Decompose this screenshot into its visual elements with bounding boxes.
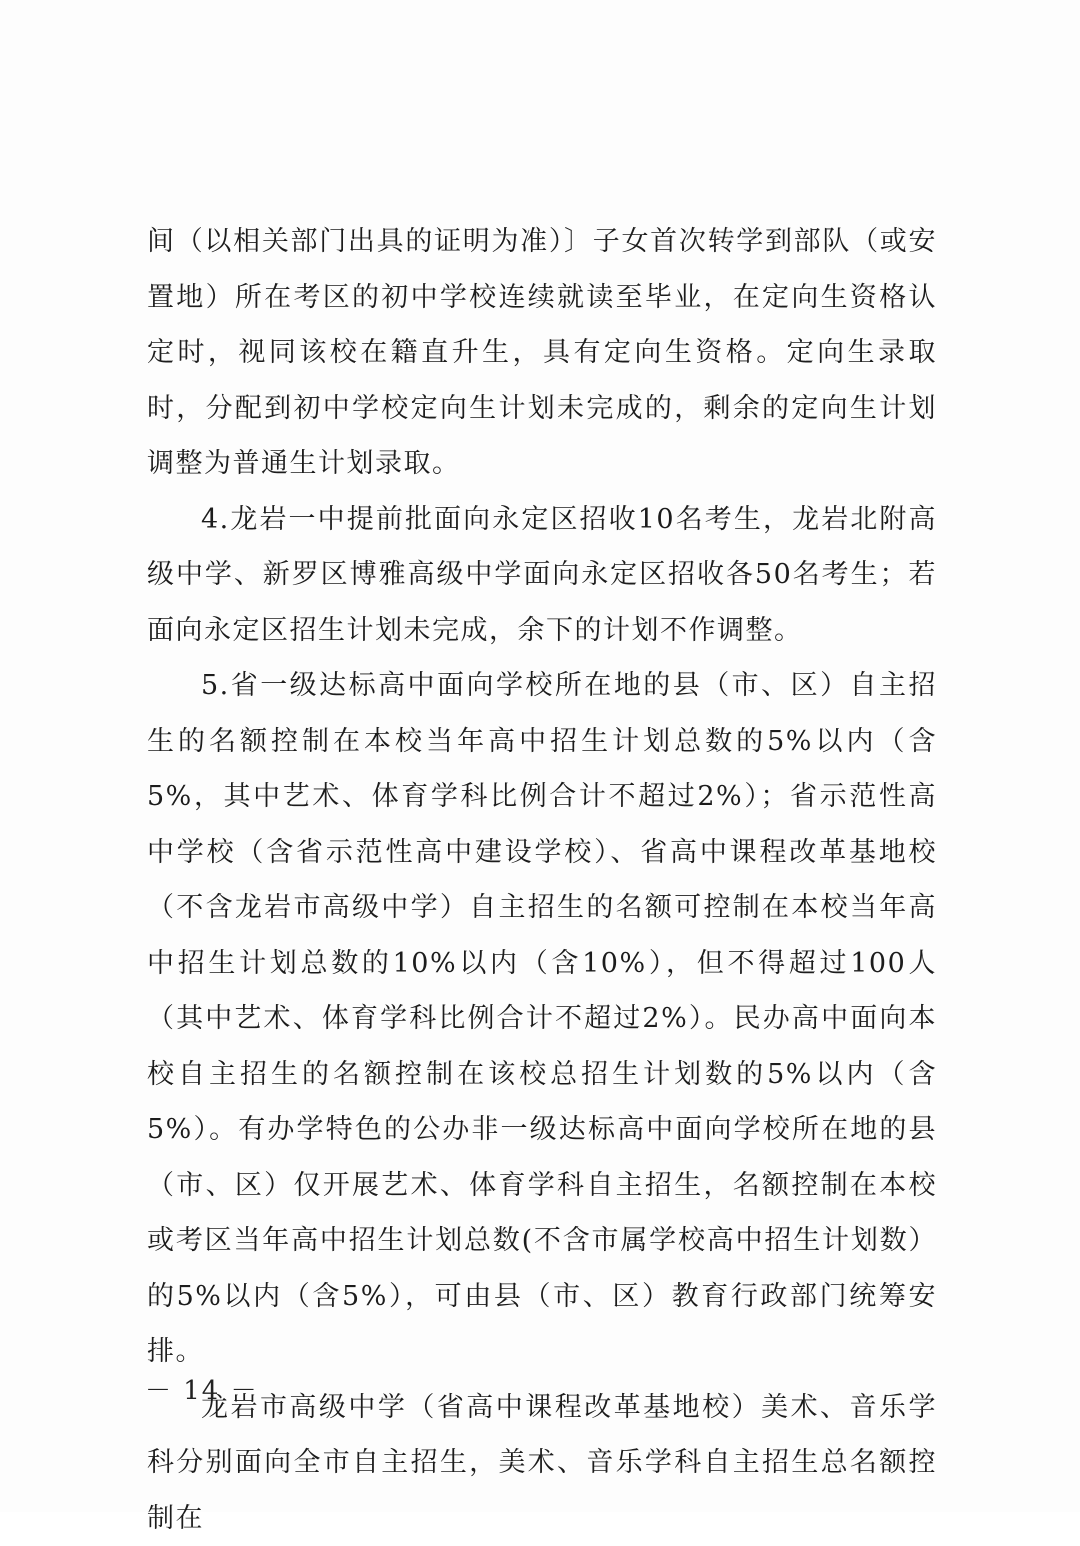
paragraph-continuation: 间（以相关部门出具的证明为准）〕子女首次转学到部队（或安置地）所在考区的初中学校连续就读至毕业，在定向生资格认定时，视同该校在籍直升生，具有定向生资格。定向生录取时，分配到初中学校定向生计划未完成的，剩余的定向生计划调整为普通生计划录取。 (147, 214, 937, 492)
paragraph-item-5: 5.省一级达标高中面向学校所在地的县（市、区）自主招生的名额控制在本校当年高中招生计划总数的5%以内（含5%，其中艺术、体育学科比例合计不超过2%）；省示范性高中学校（含省示范性高中建设学校）、省高中课程改革基地校（不含龙岩市高级中学）自主招生的名额可控制在本校当年高中招生计划总数的10%以内（含10%），但不得超过100人（其中艺术、体育学科比例合计不超过2%）。民办高中面向本校自主招生的名额控制在该校总招生计划数的5%以内（含5%）。有办学特色的公办非一级达标高中面向学校所在地的县（市、区）仅开展艺术、体育学科自主招生，名额控制在本校或考区当年高中招生计划总数(不含市属学校高中招生计划数）的5%以内（含5%），可由县（市、区）教育行政部门统筹安排。 (147, 658, 937, 1380)
page-number: － 14 － (145, 1370, 259, 1407)
paragraph-longyan-high-school: 龙岩市高级中学（省高中课程改革基地校）美术、音乐学科分别面向全市自主招生，美术、音乐学科自主招生总名额控制在 (147, 1380, 937, 1546)
document-body (147, 214, 937, 1546)
paragraph-item-4: 4.龙岩一中提前批面向永定区招收10名考生，龙岩北附高级中学、新罗区博雅高级中学面向永定区招收各50名考生；若面向永定区招生计划未完成，余下的计划不作调整。 (147, 492, 937, 659)
